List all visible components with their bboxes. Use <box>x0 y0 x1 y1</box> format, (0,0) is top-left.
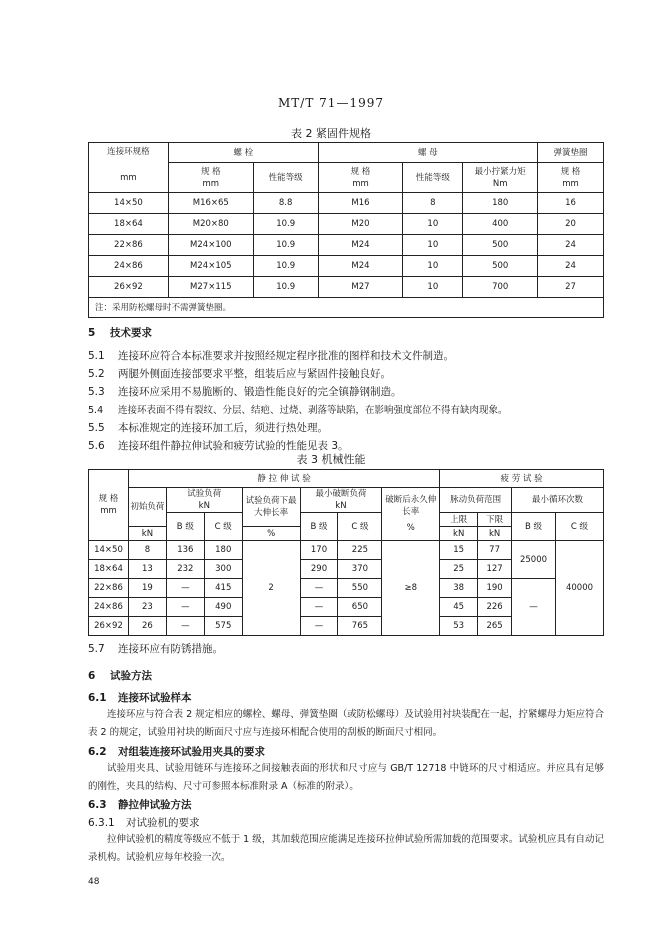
header-initial-load: 初始负荷 <box>128 488 166 527</box>
header-washer: 弹簧垫圈 <box>538 143 604 163</box>
header-fatigue: 疲 劳 试 验 <box>440 470 604 488</box>
header-pulse-range: 脉动负荷范围 <box>440 488 512 513</box>
table-row: 18×64 M20×80 10.9 M20 10 400 20 <box>89 214 604 235</box>
header-cycles-c: C 级 <box>555 513 603 541</box>
clause-5-4: 5.4 连接环表面不得有裂纹、分层、结疤、过烧、剥落等缺陷，在影响强度部位不得有缺肉现象。 <box>88 405 508 416</box>
clause-6-3-heading: 6.3 静拉伸试验方法 <box>88 799 192 811</box>
clause-6-2-text: 试验用夹具、试验用链环与连接环之间接触表面的形状和尺寸应与 GB/T 12718 中链环的尺寸相适应。并应具有足够的刚性，夹具的结构、尺寸可参照本标准附录 A（标准的附录）。 <box>88 763 604 792</box>
header-max-elongation: 试验负荷下最大伸长率 <box>242 488 300 527</box>
header-bolt: 螺 栓 <box>168 143 318 163</box>
clause-6-1-text: 连接环应与符合表 2 规定相应的螺栓、螺母、弹簧垫圈（或防松螺母）及试验用衬块装配在一起，拧紧螺母力矩应符合表 2 的规定，试验用衬块的断面尺寸应与连接环相配合使用的刮板的断面尺寸相同。 <box>88 709 604 738</box>
max-elongation-value: 2 <box>242 541 300 636</box>
header-break-c: C 级 <box>338 513 382 541</box>
table-row: 26×92 M27×115 10.9 M27 10 700 27 <box>89 277 604 298</box>
table-row: 18×64 13 232 300 290 370 25 127 <box>89 560 604 579</box>
clause-6-3-1-text: 拉伸试验机的精度等级应不低于 1 级，其加载范围应能满足连接环拉伸试验所需加载的范围要求。试验机应具有自动记录机构。试验机应每年校验一次。 <box>88 834 604 863</box>
header-permanent-elongation: 破断后永久伸长率 % <box>382 488 440 541</box>
header-test-load: 试验负荷 kN <box>166 488 242 513</box>
table-row: 14×50 M16×65 8.8 M16 8 180 16 <box>89 193 604 214</box>
header-bolt-spec: 规 格 mm <box>168 163 253 193</box>
clause-6-1-heading: 6.1 连接环试验样本 <box>88 692 192 704</box>
header-break-b: B 级 <box>300 513 338 541</box>
section5-heading: 5 技术要求 <box>88 327 152 339</box>
cycles-b-value-bottom: — <box>512 579 556 636</box>
table-row: 14×50 8 136 180 2 170 225 ≥8 15 77 25000 40000 <box>89 541 604 560</box>
header-elong-unit: % <box>242 527 300 541</box>
header-upper: 上限 <box>440 513 478 527</box>
clause-5-7: 5.7 连接环应有防锈措施。 <box>88 643 223 655</box>
table2-fastener-specs <box>88 142 604 318</box>
header-static-tensile: 静 拉 伸 试 验 <box>128 470 439 488</box>
table3-caption: 表 3 机械性能 <box>296 453 366 466</box>
header-torque: 最小拧紧力矩 Nm <box>463 163 538 193</box>
header-nut-grade: 性能等级 <box>403 163 463 193</box>
header-nut: 螺 母 <box>318 143 538 163</box>
clause-6-2-heading: 6.2 对组装连接环试验用夹具的要求 <box>88 746 265 758</box>
clause-5-2: 5.2 两腿外侧面连接部要求平整，组装后应与紧固件接触良好。 <box>88 368 391 380</box>
clause-5-5: 5.5 本标准规定的连接环加工后，须进行热处理。 <box>88 422 328 434</box>
clause-5-6: 5.6 连接环组件静拉伸试验和疲劳试验的性能见表 3。 <box>88 440 349 452</box>
header-test-c: C 级 <box>204 513 242 541</box>
table-row: 22×86 M24×100 10.9 M24 10 500 24 <box>89 235 604 256</box>
header-min-cycles: 最小循环次数 <box>512 488 604 513</box>
clause-5-1: 5.1 连接环应符合本标准要求并按照经规定程序批准的图样和技术文件制造。 <box>88 350 454 362</box>
header-upper-unit: kN <box>440 527 478 541</box>
clause-6-3-1-heading: 6.3.1 对试验机的要求 <box>88 817 200 829</box>
table2-note: 注：采用防松螺母时不需弹簧垫圈。 <box>89 298 604 318</box>
header-test-b: B 级 <box>166 513 204 541</box>
section6-heading: 6 试验方法 <box>88 670 152 682</box>
header-lower: 下限 <box>478 513 512 527</box>
header-chain-spec: 连接环规格 mm <box>89 143 169 193</box>
header-bolt-grade: 性能等级 <box>253 163 318 193</box>
table2-caption: 表 2 紧固件规格 <box>291 127 371 140</box>
document-header: MT/T 71—1997 <box>278 96 384 110</box>
permanent-elongation-value: ≥8 <box>382 541 440 636</box>
table3-mechanical-properties <box>88 469 604 636</box>
table-row: 26×92 26 — 575 — 765 53 265 <box>89 617 604 636</box>
page-number: 48 <box>88 877 100 887</box>
header-nut-spec: 规 格 mm <box>318 163 403 193</box>
table-row: 24×86 23 — 490 — 650 45 226 <box>89 598 604 617</box>
header-cycles-b: B 级 <box>512 513 556 541</box>
header-spec: 规 格 mm <box>89 470 129 541</box>
header-min-breaking: 最小破断负荷 kN <box>300 488 382 513</box>
header-washer-spec: 规 格 mm <box>538 163 604 193</box>
table-row: 22×86 19 — 415 — 550 38 190 — <box>89 579 604 598</box>
table-row: 24×86 M24×105 10.9 M24 10 500 24 <box>89 256 604 277</box>
header-lower-unit: kN <box>478 527 512 541</box>
header-init-unit: kN <box>128 527 166 541</box>
cycles-b-value-top: 25000 <box>512 541 556 579</box>
cycles-c-value: 40000 <box>555 541 603 636</box>
clause-5-3: 5.3 连接环应采用不易脆断的、锻造性能良好的完全镇静钢制造。 <box>88 386 402 398</box>
